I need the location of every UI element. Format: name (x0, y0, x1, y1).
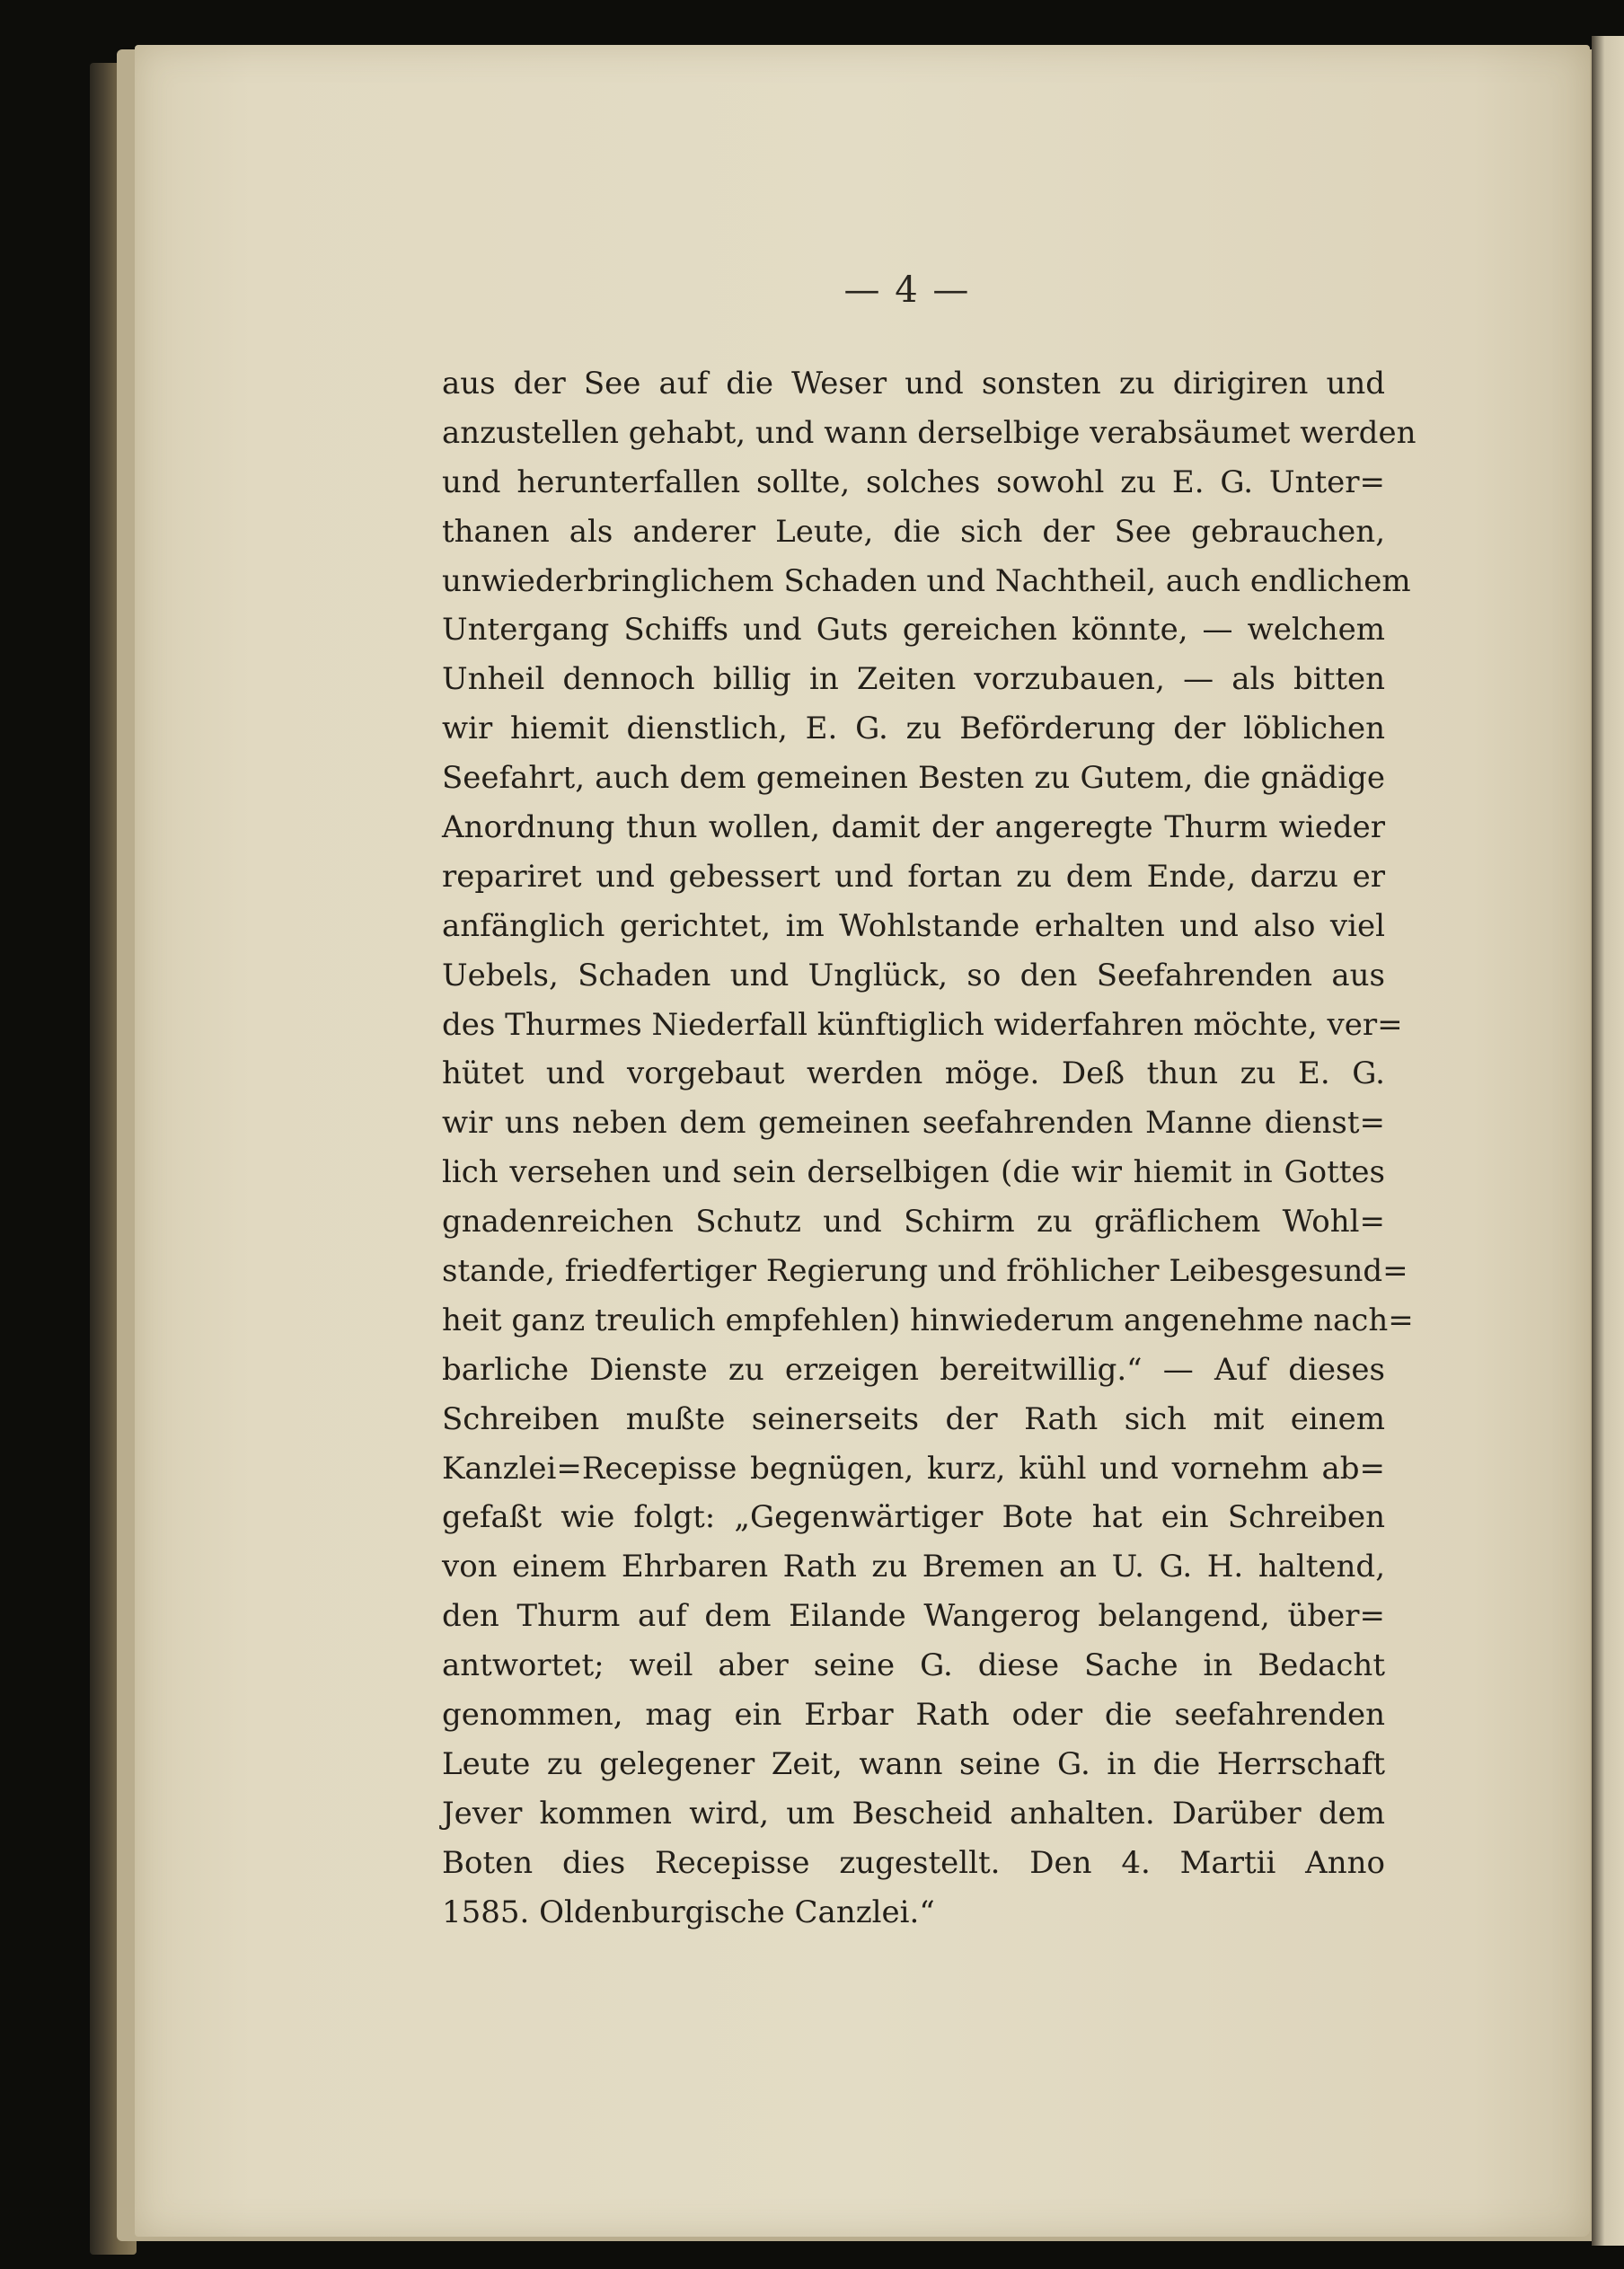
text-line: gnadenreichen Schutz und Schirm zu gräflichem Wohl= (442, 1204, 1385, 1240)
text-line: Uebels, Schaden und Unglück, so den Seefahrenden aus (442, 957, 1385, 993)
text-line: genommen, mag ein Erbar Rath oder die seefahrenden (442, 1697, 1385, 1734)
text-line: barliche Dienste zu erzeigen bereitwillig.“ — Auf dieses (442, 1351, 1385, 1388)
text-line: aus der See auf die Weser und sonsten zu dirigiren und (442, 366, 1385, 402)
text-line: anzustellen gehabt, und wann derselbige verabsäumet werden (442, 414, 1417, 451)
text-line: gefaßt wie folgt: „Gegenwärtiger Bote hat ein Schreiben (442, 1499, 1385, 1536)
text-line: repariret und gebessert und fortan zu dem Ende, darzu er (442, 858, 1385, 895)
text-line: unwiederbringlichem Schaden und Nachtheil, auch endlichem (442, 562, 1411, 599)
text-line: von einem Ehrbaren Rath zu Bremen an U. G. H. haltend, (442, 1549, 1385, 1585)
text-line: lich versehen und sein derselbigen (die wir hiemit in Gottes (442, 1154, 1385, 1191)
text-line: 1585. Oldenburgische Canzlei.“ (442, 1894, 935, 1930)
text-line: hütet und vorgebaut werden möge. Deß thun zu E. G. (442, 1055, 1385, 1092)
text-line: Jever kommen wird, um Bescheid anhalten. Darüber dem (442, 1795, 1385, 1832)
text-line: des Thurmes Niederfall künftiglich widerfahren möchte, ver= (442, 1006, 1403, 1043)
text-line: Untergang Schiffs und Guts gereichen könnte, — welchem (442, 612, 1385, 649)
text-line: Schreiben mußte seinerseits der Rath sich mit einem (442, 1400, 1385, 1437)
text-line: antwortet; weil aber seine G. diese Sache in Bedacht (442, 1647, 1385, 1684)
page-number: — 4 — (843, 269, 971, 311)
text-line: Kanzlei=Recepisse begnügen, kurz, kühl und vornehm ab= (442, 1450, 1385, 1487)
facing-page-edge (1592, 36, 1624, 2246)
text-line: und herunterfallen sollte, solches sowohl zu E. G. Unter= (442, 464, 1385, 500)
text-line: Unheil dennoch billig in Zeiten vorzubauen, — als bitten (442, 661, 1385, 698)
text-line: den Thurm auf dem Eilande Wangerog belangend, über= (442, 1598, 1385, 1635)
text-line: Anordnung thun wollen, damit der angeregte Thurm wieder (442, 809, 1385, 846)
text-line: wir uns neben dem gemeinen seefahrenden Manne dienst= (442, 1105, 1385, 1142)
body-text (442, 359, 1417, 1938)
text-line: stande, friedfertiger Regierung und fröhlicher Leibesgesund= (442, 1253, 1408, 1290)
text-line: Leute zu gelegener Zeit, wann seine G. in die Herrschaft (442, 1745, 1385, 1782)
text-line: Boten dies Recepisse zugestellt. Den 4. Martii Anno (442, 1844, 1385, 1881)
text-line: wir hiemit dienstlich, E. G. zu Beförderung der löblichen (442, 711, 1385, 747)
text-line: thanen als anderer Leute, die sich der See gebrauchen, (442, 513, 1385, 550)
text-line: heit ganz treulich empfehlen) hinwiederum angenehme nach= (442, 1302, 1414, 1338)
text-line: Seefahrt, auch dem gemeinen Besten zu Gutem, die gnädige (442, 760, 1385, 797)
text-line: anfänglich gerichtet, im Wohlstande erhalten und also viel (442, 907, 1385, 944)
